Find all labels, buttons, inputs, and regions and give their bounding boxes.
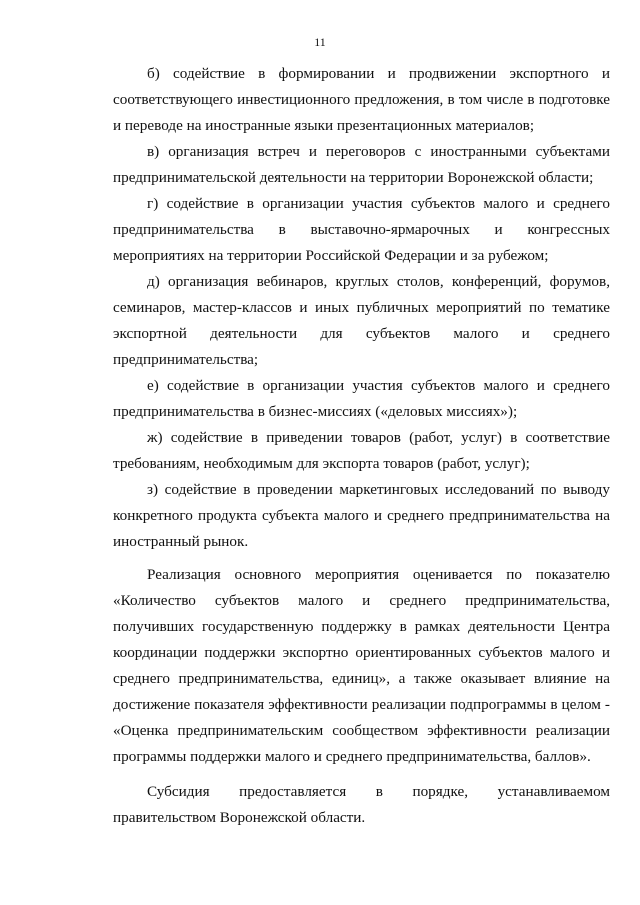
paragraph-implementation: Реализация основного мероприятия оценивается по показателю «Количество субъектов малого и среднего предпринимательства, получивших государственную поддержку в рамках деятельности Центра координации поддержки экспортно ориентированных субъектов малого и среднего предпринимательства, единиц», а также оказывает влияние на достижение показателя эффективности реализации подпрограммы в целом - «Оценка предпринимательским сообществом эффективности реализации программы поддержки малого и среднего предпринимательства, баллов». (113, 566, 610, 765)
paragraph-v: в) организация встреч и переговоров с иностранными субъектами предпринимательской деятельности на территории Воронежской области; (113, 143, 610, 186)
paragraph-z: з) содействие в проведении маркетинговых исследований по выводу конкретного продукта субъекта малого и среднего предпринимательства на иностранный рынок. (113, 481, 610, 550)
paragraph-zh: ж) содействие в приведении товаров (работ, услуг) в соответствие требованиям, необходимым для экспорта товаров (работ, услуг); (113, 429, 610, 472)
page-number: 11 (314, 35, 326, 49)
paragraph-e: е) содействие в организации участия субъектов малого и среднего предпринимательства в бизнес-миссиях («деловых миссиях»); (113, 377, 610, 420)
paragraph-d: д) организация вебинаров, круглых столов, конференций, форумов, семинаров, мастер-классов и иных публичных мероприятий по тематике экспортной деятельности для субъектов малого и среднего предпринимательства; (113, 273, 610, 368)
paragraph-subsidy: Субсидия предоставляется в порядке, устанавливаемом правительством Воронежской области. (113, 783, 610, 826)
paragraph-g: г) содействие в организации участия субъектов малого и среднего предпринимательства в выставочно-ярмарочных и конгрессных мероприятиях на территории Российской Федерации и за рубежом; (113, 195, 610, 264)
paragraph-b: б) содействие в формировании и продвижении экспортного и соответствующего инвестиционного предложения, в том числе в подготовке и переводе на иностранные языки презентационных материалов; (113, 65, 610, 134)
document-body (113, 61, 610, 831)
